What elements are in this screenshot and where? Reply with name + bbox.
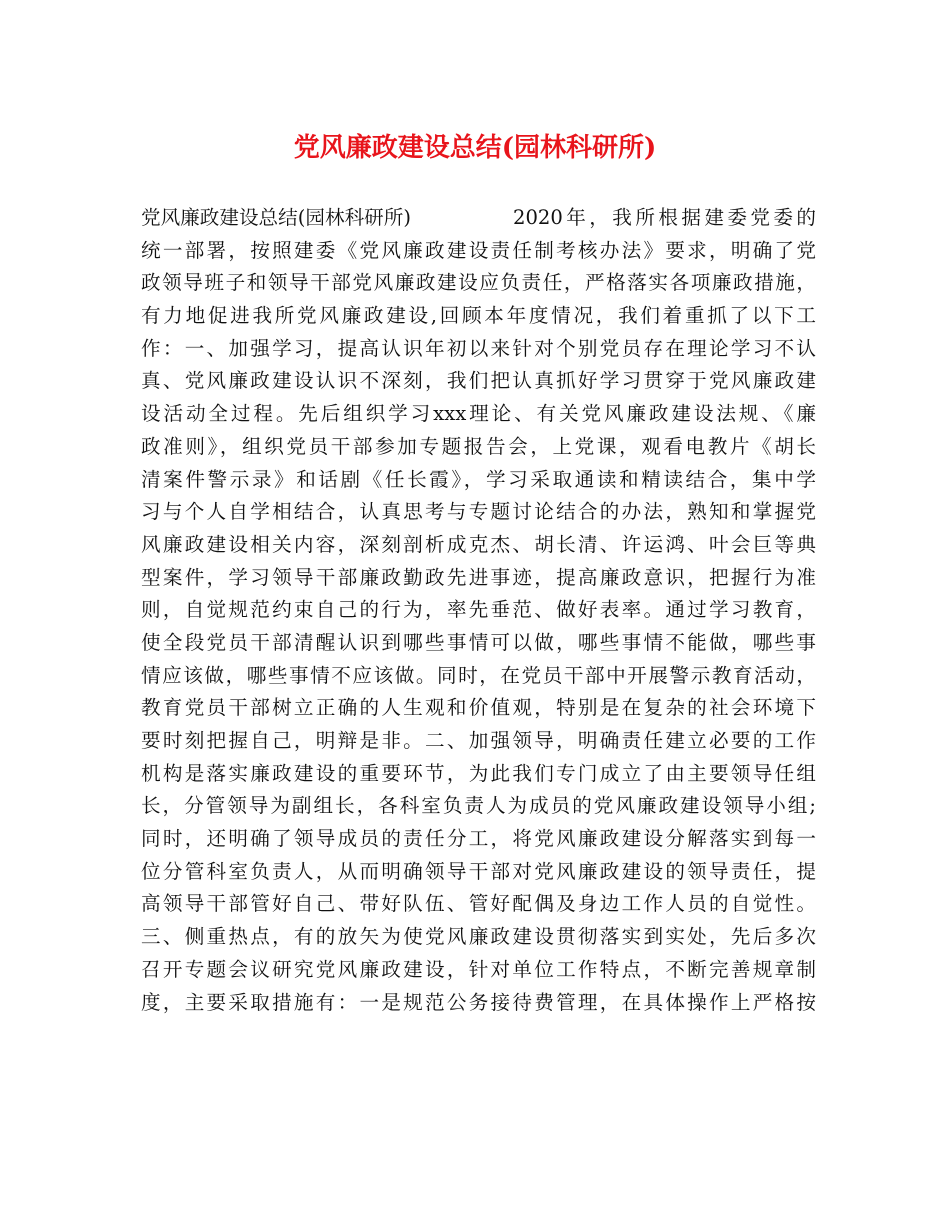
body-line: 政准则》，组织党员干部参加专题报告会，上党课，观看电教片《胡长 (141, 434, 816, 458)
body-line: 要时刻把握自己，明辩是非。二、加强领导，明确责任建立必要的工作 (141, 729, 816, 752)
body-line: 政领导班子和领导干部党风廉政建设应负责任，严格落实各项廉政措施， (141, 271, 816, 295)
body-line: 召开专题会议研究党风廉政建设，针对单位工作特点，不断完善规章制 (141, 957, 816, 981)
body-line: 三、侧重热点，有的放矢为使党风廉政建设贯彻落实到实处，先后多次 (141, 925, 816, 949)
body-line: 则，自觉规范约束自己的行为，率先垂范、做好表率。通过学习教育， (141, 598, 816, 622)
body-line (141, 202, 816, 235)
body-line: 教育党员干部树立正确的人生观和价值观，特别是在复杂的社会环境下 (141, 696, 816, 720)
body-line: 情应该做，哪些事情不应该做。同时，在党员干部中开展警示教育活动， (141, 663, 816, 687)
document-title: 党风廉政建设总结(园林科研所) (293, 133, 657, 163)
body-line: 型案件，学习领导干部廉政勤政先进事迹，提高廉政意识，把握行为准 (141, 565, 816, 589)
body-line: 使全段党员干部清醒认识到哪些事情可以做，哪些事情不能做，哪些事 (141, 630, 816, 654)
body-line: 位分管科室负责人，从而明确领导干部对党风廉政建设的领导责任，提 (141, 859, 816, 883)
body-line: 作：一、加强学习，提高认识年初以来针对个别党员存在理论学习不认 (141, 336, 816, 360)
body-line: 长，分管领导为副组长，各科室负责人为成员的党风廉政建设领导小组; (141, 794, 816, 818)
body-line: 习与个人自学相结合，认真思考与专题讨论结合的办法，熟知和掌握党 (141, 500, 816, 524)
body-line: 同时，还明确了领导成员的责任分工，将党风廉政建设分解落实到每一 (141, 827, 816, 851)
document-body (141, 202, 816, 1019)
body-line: 风廉政建设相关内容，深刻剖析成克杰、胡长清、许运鸿、叶会巨等典 (141, 532, 816, 556)
body-line: 高领导干部管好自己、带好队伍、管好配偶及身边工作人员的自觉性。 (141, 892, 816, 916)
body-line: 清案件警示录》和话剧《任长霞》，学习采取通读和精读结合，集中学 (141, 467, 816, 491)
body-line: 机构是落实廉政建设的重要环节，为此我们专门成立了由主要领导任组 (141, 761, 816, 785)
body-line: 有力地促进我所党风廉政建设,回顾本年度情况，我们着重抓了以下工 (141, 304, 816, 328)
body-line-rest: 2020年，我所根据建委党委的 (513, 206, 816, 229)
body-line-lead: 党风廉政建设总结(园林科研所) (141, 206, 412, 229)
body-line: 统一部署，按照建委《党风廉政建设责任制考核办法》要求，明确了党 (141, 238, 816, 262)
body-line: 真、党风廉政建设认识不深刻，我们把认真抓好学习贯穿于党风廉政建 (141, 369, 816, 393)
body-line: 设活动全过程。先后组织学习xxx理论、有关党风廉政建设法规、《廉 (141, 402, 816, 426)
body-line: 度，主要采取措施有：一是规范公务接待费管理，在具体操作上严格按 (141, 990, 816, 1014)
